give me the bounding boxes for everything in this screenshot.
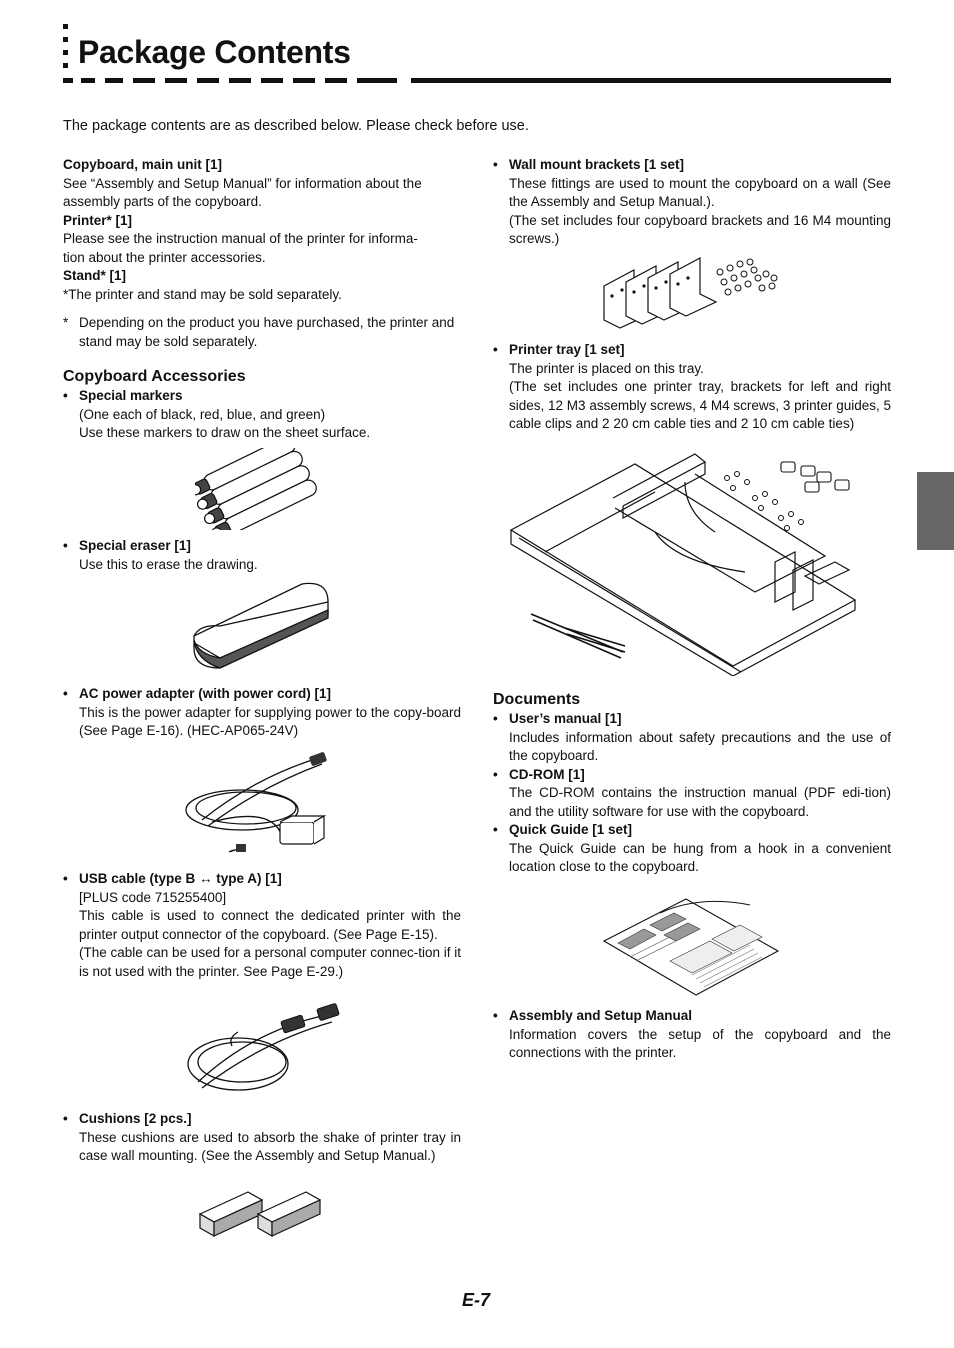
adapter-title: • AC power adapter (with power cord) [1] [79,686,332,701]
quick-guide-item [493,821,891,877]
section-tab [917,472,954,550]
printer-text-1: Please see the instruction manual of the printer for informa- [63,231,418,246]
printer-tray-item [493,341,891,434]
printer-title: Printer* [1] [63,212,133,228]
wall-brackets-item [493,156,891,249]
page-number: E-7 [462,1290,491,1310]
markers-text-1: (One each of black, red, blue, and green) [79,406,326,422]
tray-text-1: The printer is placed on this tray. [509,360,704,376]
left-column-cushions [63,1110,461,1166]
note-text: Depending on the product you have purchased, the printer and stand may be sold separately. [79,315,455,349]
tray-text-2: (The set includes one printer tray, brackets for left and right sides, 12 M3 assembly screws, 4 M4 screws, 3 printer guides, 5 cable clips and 2 20 cm cable ties and 2 10 cm cable ties) [509,379,891,431]
users-manual-item [493,710,891,766]
adapter-text: This is the power adapter for supplying power to the copy-board (See Page E-16). (HEC-AP065-24V) [79,704,461,738]
usb-cable-illustration [182,1002,344,1098]
asm-text: Information covers the setup of the copyboard and the connections with the printer. [509,1026,891,1060]
intro-text: The package contents are as described below. Please check before use. [63,118,529,134]
quick-title: • Quick Guide [1 set] [509,822,633,837]
markers-item [63,387,461,443]
cushions-item [63,1110,461,1166]
eraser-illustration [190,578,332,670]
documents-heading: Documents [493,691,581,708]
markers-illustration [195,448,330,530]
title-dots [63,24,68,76]
assembly-manual-item [493,1007,891,1063]
asm-title: • Assembly and Setup Manual [509,1008,693,1023]
adapter-item [63,685,461,741]
note-star: * [63,315,69,330]
stand-title: Stand* [1] [63,268,127,283]
power-adapter-illustration [182,750,342,858]
title-underline [63,78,891,84]
eraser-item [63,537,461,574]
tray-title: • Printer tray [1 set] [509,342,625,357]
manual-text: Includes information about safety precautions and the use of the copyboard. [509,729,891,763]
right-column-documents [493,690,891,877]
accessories-heading: Copyboard Accessories [63,368,246,385]
cushions-illustration [198,1186,328,1238]
eraser-title: • Special eraser [1] [79,538,191,553]
quick-guide-illustration [600,895,782,1005]
cdrom-title: • CD-ROM [1] [509,766,585,782]
printer-text-2: tion about the printer accessories. [63,249,266,265]
eraser-text: Use this to erase the drawing. [79,556,258,572]
usb-text-1: [PLUS code 715255400] [79,889,227,905]
sale-note [63,314,461,351]
main-unit-text-1: See “Assembly and Setup Manual” for information about the [63,175,422,191]
right-column-wall [493,156,891,249]
right-column-tray [493,341,891,434]
usb-text-2: This cable is used to connect the dedicated printer with the printer output connector of the copyboard. (See Page E-15). [79,908,461,942]
main-unit-text-2: assembly parts of the copyboard. [63,194,262,209]
wall-text-2: (The set includes four copyboard brackets and 16 M4 mounting screws.) [509,212,891,246]
wall-text-1: These fittings are used to mount the copyboard on a wall (See the Assembly and Setup Manual.). [509,175,891,209]
left-column-usb [63,870,461,981]
usb-item [63,870,461,981]
markers-text-2: Use these markers to draw on the sheet surface. [79,425,371,440]
main-unit-title: Copyboard, main unit [1] [63,157,223,172]
quick-text: The Quick Guide can be hung from a hook in a convenient location close to the copyboard. [509,840,891,874]
cdrom-text: The CD-ROM contains the instruction manual (PDF edi-tion) and the utility software for use with the copyboard. [509,785,891,819]
usb-text-3: (The cable can be used for a personal computer connec-tion if it is not used with the printer. See Page E-29.) [79,945,461,979]
left-column-adapter [63,685,461,741]
page-title: Package Contents [78,34,351,70]
printer-tray-illustration [505,452,875,676]
cushions-text: These cushions are used to absorb the shake of printer tray in case wall mounting. (See the Assembly and Setup Manual.) [79,1129,461,1163]
right-column-asm [493,1007,891,1063]
markers-title: • Special markers [79,388,183,403]
wall-brackets-illustration [600,256,782,330]
wall-title: • Wall mount brackets [1 set] [509,157,685,172]
cdrom-item [493,766,891,822]
stand-text: *The printer and stand may be sold separately. [63,286,342,302]
left-column-eraser [63,537,461,574]
manual-title: • User’s manual [1] [509,711,622,726]
left-column [63,156,461,443]
cushions-title: • Cushions [2 pcs.] [79,1111,192,1126]
usb-title: • USB cable (type B ↔ type A) [1] [79,871,282,886]
